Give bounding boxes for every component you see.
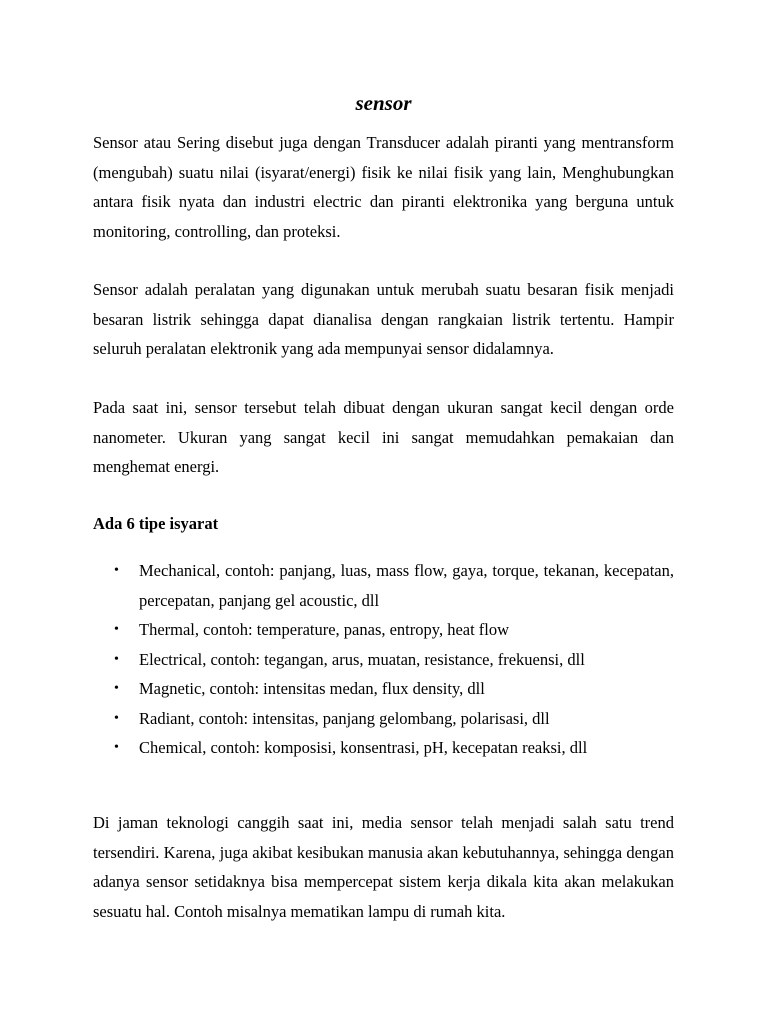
list-item-text: Magnetic, contoh: intensitas medan, flux density, dll [139, 679, 485, 698]
bullet-icon: • [114, 651, 119, 667]
list-item [93, 645, 674, 675]
list-item-text: Thermal, contoh: temperature, panas, entropy, heat flow [139, 620, 510, 639]
paragraph-nanometer: Pada saat ini, sensor tersebut telah dibuat dengan ukuran sangat kecil dengan orde nanometer. Ukuran yang sangat kecil ini sangat memudahkan pemakaian dan menghemat energi. [93, 398, 674, 476]
paragraph-function: Sensor adalah peralatan yang digunakan untuk merubah suatu besaran fisik menjadi besaran listrik sehingga dapat dianalisa dengan rangkaian listrik tertentu. Hampir seluruh peralatan elektronik yang ada mempunyai sensor didalamnya. [93, 280, 674, 358]
bullet-icon: • [114, 563, 119, 578]
list-item [93, 615, 674, 645]
signal-type-list [93, 556, 674, 763]
bullet-icon: • [114, 710, 119, 726]
section-heading: Ada 6 tipe isyarat [93, 514, 219, 533]
list-item-text: Mechanical, contoh: panjang, luas, mass flow, gaya, torque, tekanan, kecepatan, percepatan, panjang gel acoustic, dll [139, 561, 674, 610]
paragraph-definition: Sensor atau Sering disebut juga dengan Transducer adalah piranti yang mentransform (mengubah) suatu nilai (isyarat/energi) fisik ke nilai fisik yang lain, Menghubungkan antara fisik nyata dan industri electric dan piranti elektronika yang berguna untuk monitoring, controlling, dan proteksi. [93, 133, 674, 241]
document-title: sensor [355, 91, 412, 115]
list-item [93, 674, 674, 704]
list-item-text: Radiant, contoh: intensitas, panjang gelombang, polarisasi, dll [139, 708, 550, 728]
paragraph-closing: Di jaman teknologi canggih saat ini, media sensor telah menjadi salah satu trend tersendiri. Karena, juga akibat kesibukan manusia akan kebutuhannya, sehingga dengan adanya sensor setidaknya bisa mempercepat sistem kerja dikala kita akan melakukan sesuatu hal. Contoh misalnya mematikan lampu di rumah kita. [93, 813, 674, 921]
list-item [93, 556, 674, 615]
bullet-icon: • [114, 622, 119, 637]
list-item [93, 704, 674, 734]
list-item-text: Electrical, contoh: tegangan, arus, muatan, resistance, frekuensi, dll [139, 649, 585, 669]
list-item [93, 733, 674, 763]
bullet-icon: • [114, 681, 119, 696]
bullet-icon: • [114, 740, 119, 755]
list-item-text: Chemical, contoh: komposisi, konsentrasi, pH, kecepatan reaksi, dll [139, 738, 588, 757]
